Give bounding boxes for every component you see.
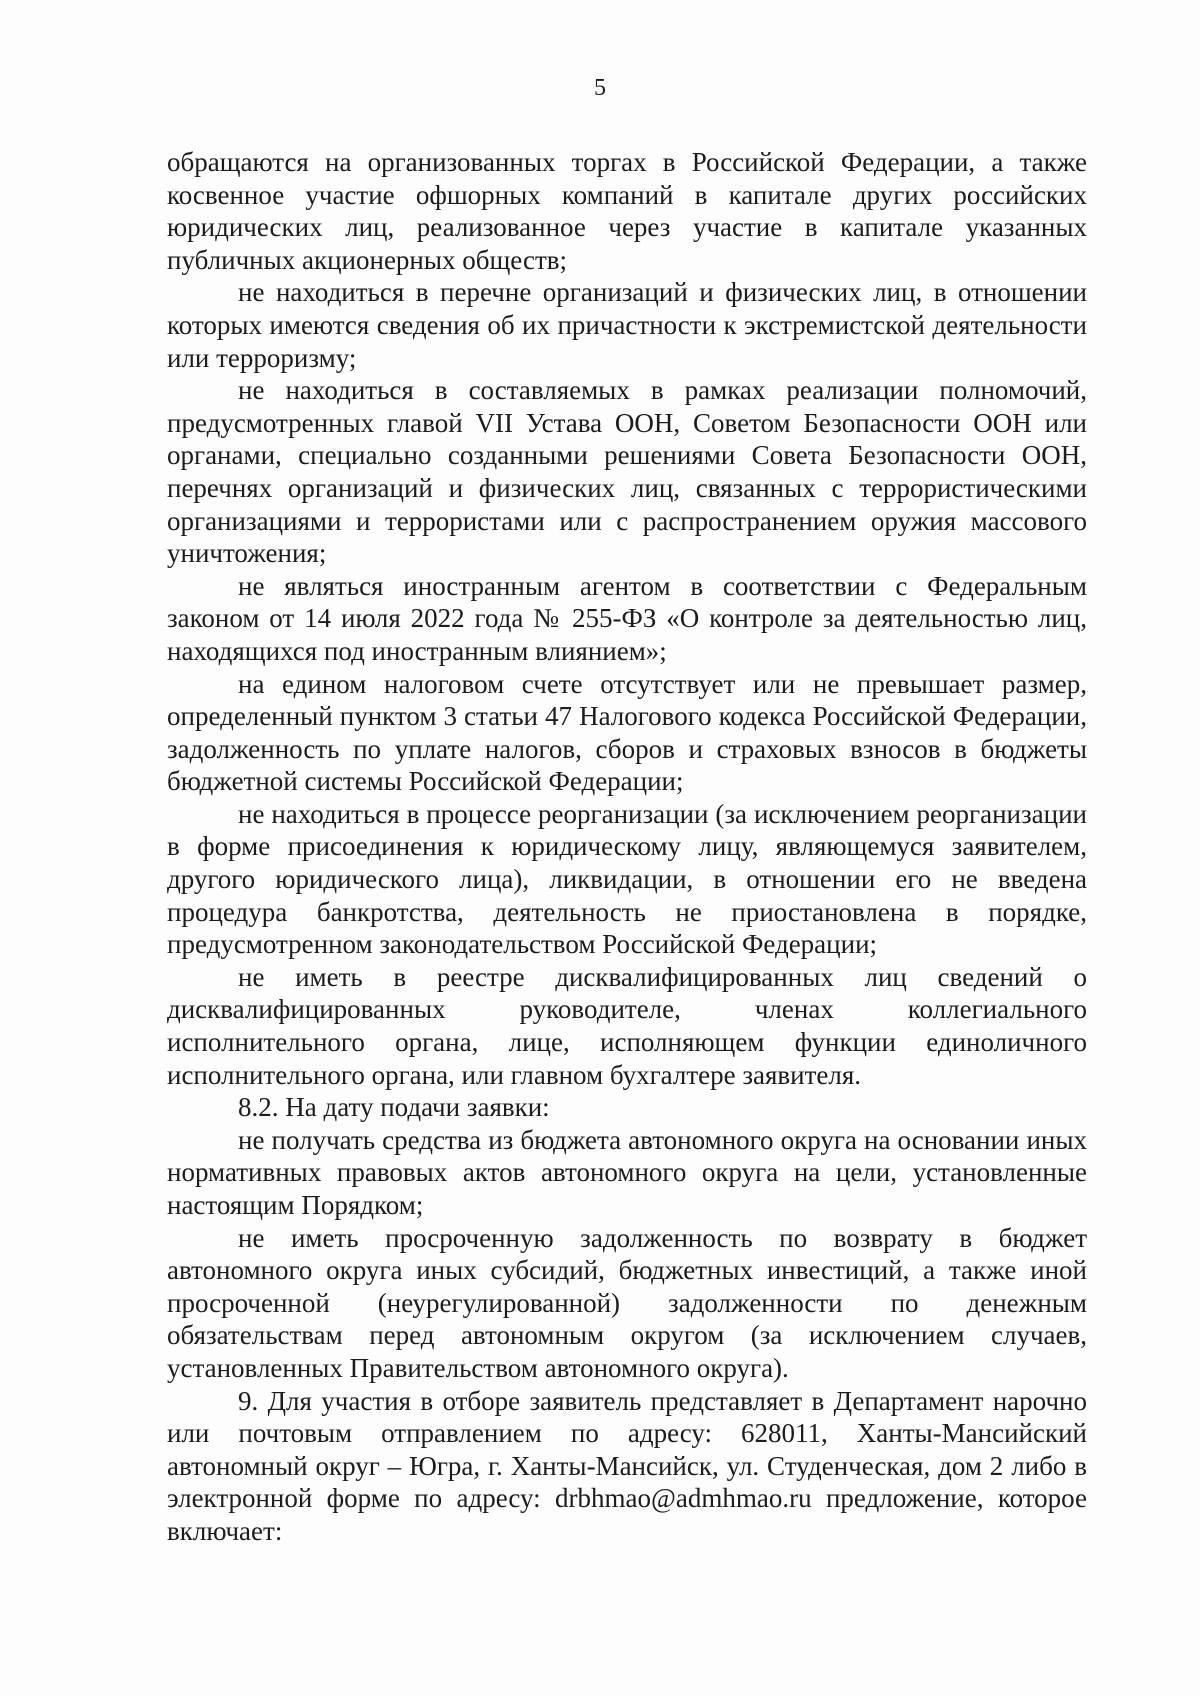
- paragraph-9: не получать средства из бюджета автономного округа на основании иных нормативных правовых актов автономного округа на цели, установленные настоящим Порядком;: [167, 1124, 1087, 1220]
- paragraph-3: не находиться в составляемых в рамках реализации полномочий, предусмотренных главой VII Устава ООН, Советом Безопасности ООН или органами, специально созданными решениями Совета Безопасности ООН, перечнях организаций и физических лиц, связанных с террористическими организациями и террористами или с распространением оружия массового уничтожения;: [167, 375, 1087, 569]
- page-number: 5: [594, 75, 606, 101]
- document-body: [167, 146, 1087, 1548]
- paragraph-4: не являться иностранным агентом в соответствии с Федеральным законом от 14 июля 2022 года № 255-ФЗ «О контроле за деятельностью лиц, находящихся под иностранным влиянием»;: [167, 570, 1087, 666]
- paragraph-7: не иметь в реестре дисквалифицированных лиц сведений о дисквалифицированных руководителе, членах коллегиального исполнительного органа, лице, исполняющем функции единоличного исполнительного органа, или главном бухгалтере заявителя.: [167, 961, 1087, 1090]
- paragraph-11: 9. Для участия в отборе заявитель представляет в Департамент нарочно или почтовым отправлением по адресу: 628011, Ханты-Мансийский автономный округ – Югра, г. Ханты-Мансийск, ул. Студенческая, дом 2 либо в электронной форме по адресу: drbhmao@admhmao.ru предложение, которое включает:: [167, 1385, 1087, 1546]
- paragraph-8: 8.2. На дату подачи заявки:: [238, 1092, 550, 1123]
- paragraph-6: не находиться в процессе реорганизации (за исключением реорганизации в форме присоединения к юридическому лицу, являющемуся заявителем, другого юридического лица), ликвидации, в отношении его не введена процедура банкротства, деятельность не приостановлена в порядке, предусмотренном законодательством Российской Федерации;: [167, 798, 1087, 960]
- paragraph-10: не иметь просроченную задолженность по возврату в бюджет автономного округа иных субсидий, бюджетных инвестиций, а также иной просроченной (неурегулированной) задолженности по денежным обязательствам перед автономным округом (за исключением случаев, установленных Правительством автономного округа).: [167, 1222, 1087, 1383]
- paragraph-2: не находиться в перечне организаций и физических лиц, в отношении которых имеются сведения об их причастности к экстремистской деятельности или терроризму;: [167, 277, 1087, 373]
- paragraph-5: на едином налоговом счете отсутствует или не превышает размер, определенный пунктом 3 статьи 47 Налогового кодекса Российской Федерации, задолженность по уплате налогов, сборов и страховых взносов в бюджеты бюджетной системы Российской Федерации;: [167, 668, 1087, 797]
- paragraph-1: обращаются на организованных торгах в Российской Федерации, а также косвенное участие офшорных компаний в капитале других российских юридических лиц, реализованное через участие в капитале указанных публичных акционерных обществ;: [167, 147, 1087, 275]
